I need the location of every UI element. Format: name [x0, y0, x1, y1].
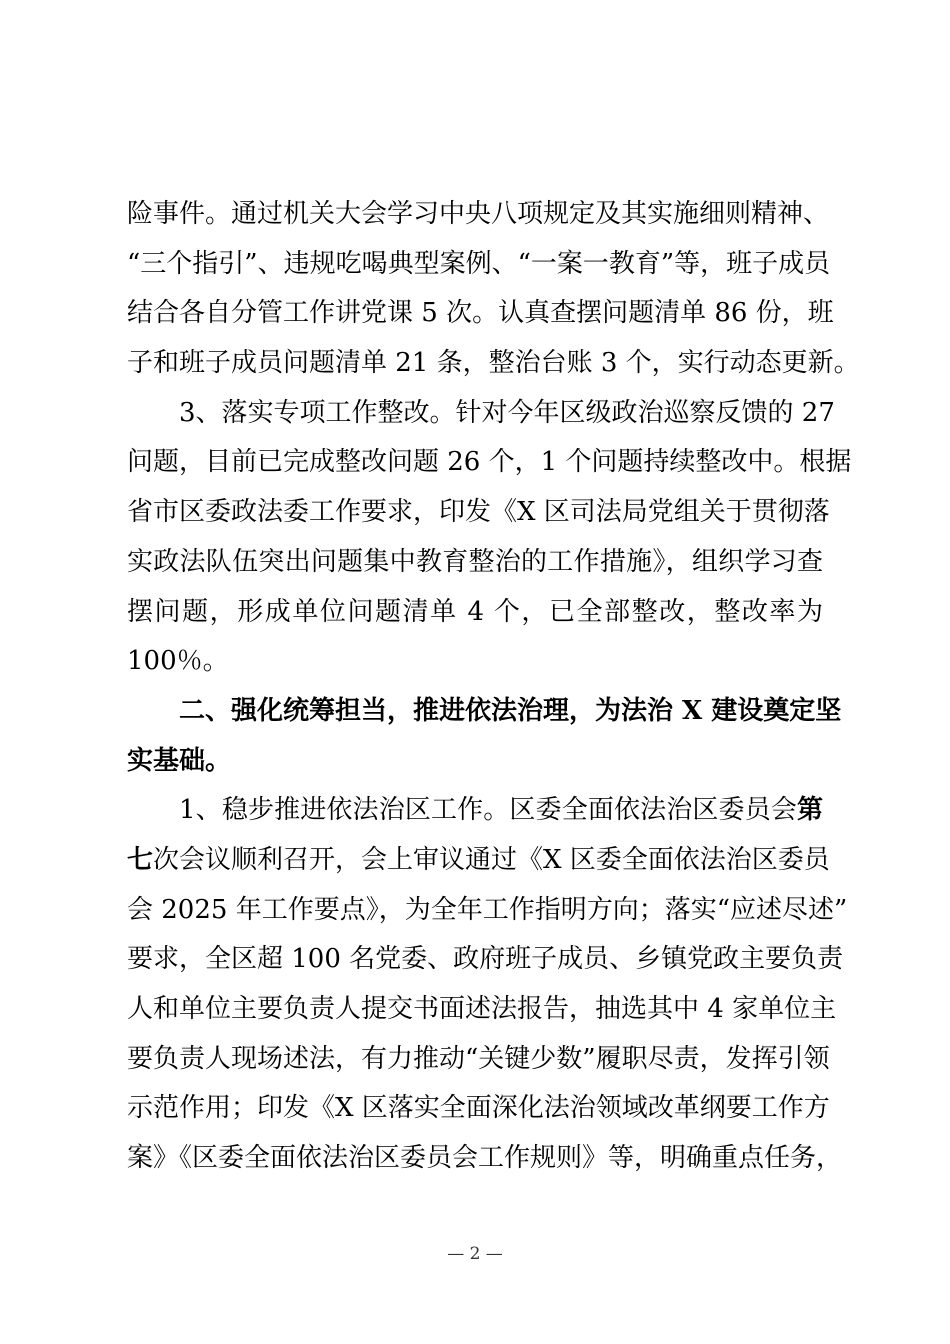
text-segment: 摆问题，形成单位问题清单 4 个，已全部整改，整改率为 — [127, 596, 823, 627]
text-segment: 实政法队伍突出问题集中教育整治的工作措施》，组织学习查 — [127, 546, 823, 577]
text-segment: 案》《区委全面依法治区委员会工作规则》等，明确重点任务， — [127, 1143, 843, 1174]
text-line — [127, 240, 831, 290]
document-body — [127, 190, 860, 1184]
text-line — [127, 737, 823, 787]
text-line — [127, 1084, 830, 1134]
bold-text: 第 — [796, 795, 823, 826]
text-line — [127, 687, 842, 737]
text-segment: 结合各自分管工作讲党课 5 次。认真查摆问题清单 86 份，班 — [127, 298, 834, 329]
text-line — [127, 985, 837, 1035]
bold-text: 实基础。 — [127, 745, 232, 776]
text-line — [127, 289, 834, 339]
text-segment: 险事件。通过机关大会学习中央八项规定及其实施细则精神、 — [127, 199, 830, 229]
text-line — [127, 588, 823, 638]
text-line — [127, 836, 830, 886]
bold-text: 七 — [127, 844, 154, 875]
text-line — [127, 538, 823, 588]
text-segment: 100％。 — [127, 646, 229, 677]
text-segment: 次会议顺利召开，会上审议通过《X 区委全面依法治区委员 — [153, 844, 830, 875]
text-line — [127, 1134, 843, 1184]
text-segment: 1、稳步推进依法治区工作。区委全面依法治区委员会 — [179, 795, 797, 826]
text-line — [127, 488, 830, 538]
text-segment: “三个指引”、违规吃喝典型案例、“一案一教育”等，班子成员 — [127, 248, 831, 279]
text-line — [127, 935, 844, 985]
text-line — [127, 637, 823, 687]
text-segment: 问题，目前已完成整改问题 26 个，1 个问题持续整改中。根据 — [127, 447, 852, 478]
bold-text: 二、强化统筹担当，推进依法治理，为法治 X 建设奠定坚 — [179, 695, 842, 726]
text-line — [127, 1035, 830, 1085]
text-segment: 要求，全区超 100 名党委、政府班子成员、乡镇党政主要负责 — [127, 944, 844, 975]
text-segment: 人和单位主要负责人提交书面述法报告，抽选其中 4 家单位主 — [127, 994, 837, 1024]
text-line — [127, 786, 823, 836]
text-line — [127, 190, 830, 240]
text-line — [127, 886, 848, 936]
text-segment: 省市区委政法委工作要求，印发《X 区司法局党组关于贯彻落 — [127, 497, 830, 528]
text-segment: 子和班子成员问题清单 21 条，整治台账 3 个，实行动态更新。 — [127, 348, 860, 379]
text-segment: 3、落实专项工作整改。针对今年区级政治巡察反馈的 27 — [179, 397, 835, 428]
text-segment: 示范作用；印发《X 区落实全面深化法治领域改革纲要工作方 — [127, 1093, 830, 1124]
text-segment: 要负责人现场述法，有力推动“关键少数”履职尽责，发挥引领 — [127, 1043, 830, 1074]
text-line — [127, 339, 860, 389]
page-number: — 2 — — [447, 1244, 503, 1264]
text-line — [127, 438, 852, 488]
text-line — [127, 389, 835, 439]
text-segment: 会 2025 年工作要点》，为全年工作指明方向；落实“应述尽述” — [127, 894, 848, 925]
